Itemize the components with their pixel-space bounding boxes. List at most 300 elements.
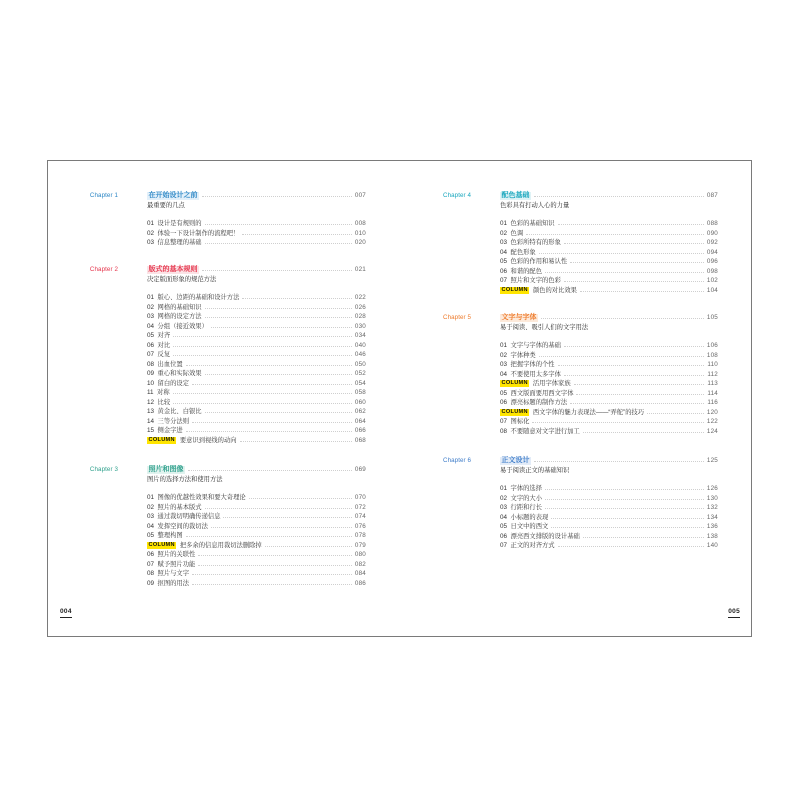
section-title: 网格的设定方法 [157,313,202,320]
section-title: 要意识到视线的动向 [179,436,237,444]
chapter-label: Chapter 2 [89,266,118,273]
section-page-number: 116 [707,399,718,406]
section-page-number: 132 [706,504,718,511]
chapter-entries [147,191,366,248]
chapter-subtitle: 决定版面形象的规范方法 [147,275,217,283]
section-title: 正文的对齐方式 [510,542,555,549]
section-entry [500,532,718,542]
section-entry [500,417,718,427]
chapter-entries [147,265,366,445]
section-number: 06 [147,551,155,558]
section-entry [147,360,366,370]
section-entry [500,360,718,370]
leader-dots [186,536,352,537]
section-page-number: 112 [707,370,718,378]
chapter-entries [147,465,366,588]
section-page-number: 102 [706,277,718,284]
leader-dots [545,272,704,273]
leader-dots [192,384,352,385]
section-page-number: 030 [354,322,366,330]
section-number: 01 [147,494,155,501]
section-entry [147,407,366,417]
section-entry [147,531,366,541]
section-number: 09 [147,579,155,587]
section-title: 色彩的作用和易认性 [510,258,568,265]
section-page-number: 078 [354,532,366,539]
section-title: 网格的基础知识 [157,303,202,311]
chapter-title: 版式的基本规则 [148,265,198,273]
section-title: 对比 [157,341,171,349]
section-entry [500,398,718,408]
section-page-number: 066 [354,427,366,434]
section-page-number: 130 [706,494,718,502]
section-number: 01 [500,485,508,492]
section-title: 图像的优越性效果和要大奇理论 [157,494,246,501]
section-number: 02 [500,229,508,237]
section-number: 08 [147,360,155,368]
section-number: 01 [147,294,155,301]
section-page-number: 108 [706,351,718,359]
leader-dots [173,393,352,394]
leader-dots [534,461,704,462]
chapter-subtitle: 易于阅读正文的基础知识 [500,466,570,474]
leader-dots [647,413,704,414]
section-number: 13 [147,408,155,415]
leader-dots [545,489,704,490]
leader-dots [539,253,704,254]
section-entry [147,369,366,379]
section-entry [147,417,366,427]
column-entry [500,286,718,296]
section-entry [500,494,718,504]
section-entry [500,267,718,277]
leader-dots [202,270,352,271]
section-page-number: 088 [706,220,718,227]
section-number: 03 [147,313,155,320]
leader-dots [570,262,704,263]
section-entry [500,484,718,494]
leader-dots [173,403,352,404]
section-entry [147,312,366,322]
section-number: 06 [500,532,508,540]
section-title: 把多余的信息用裁切法删除掉 [179,541,262,549]
leader-dots [551,527,704,528]
section-title: 比较 [157,398,171,406]
chapter-heading [500,191,718,201]
chapter-title: 文字与字体 [501,313,537,321]
chapter-subtitle: 色彩具有打动人心的力量 [500,201,570,209]
section-page-number: 080 [354,551,366,558]
chapter-subtitle: 最重要的几点 [147,201,185,209]
leader-dots [539,356,704,357]
chapter-page-number: 125 [706,457,718,464]
section-title: 发挥空间的裁切法 [157,522,208,530]
leader-dots [205,374,352,375]
chapter-heading [147,265,366,275]
leader-dots [265,546,352,547]
section-page-number: 084 [354,570,366,577]
leader-dots [211,527,352,528]
section-list [500,219,718,295]
leader-dots [202,196,352,197]
section-title: 小标题的表现 [510,513,549,521]
section-page-number: 058 [354,389,366,396]
section-number: 04 [147,322,155,330]
section-title: 版心、边距的基础和设计方法 [157,294,240,301]
leader-dots [545,508,704,509]
section-title: 对称 [157,389,170,396]
chapter-heading [500,313,718,323]
leader-dots [205,243,352,244]
section-number: 03 [147,513,155,520]
section-title: 三等分法则 [157,417,189,425]
leader-dots [211,327,352,328]
section-title: 重心和实际效果 [157,370,202,377]
section-number: 03 [500,504,508,511]
leader-dots [205,308,352,309]
chapter-heading [147,191,366,201]
section-entry [147,331,366,341]
section-page-number: 026 [354,303,366,311]
section-number: 14 [147,417,155,425]
section-page-number: 098 [706,267,718,275]
section-page-number: 034 [354,332,366,339]
chapter-entries [500,456,718,551]
section-entry [147,493,366,503]
section-entry [147,560,366,570]
section-entry [500,503,718,513]
chapter-subtitle: 图片的选择方法和使用方法 [147,475,223,483]
right-page [400,160,752,637]
section-number: 03 [500,239,508,246]
section-number: 11 [147,389,154,396]
section-title: 色彩的基础知识 [510,220,555,227]
section-title: 照片和文字的色彩 [510,277,561,284]
section-number: 03 [500,361,508,368]
section-title: 反复 [157,351,171,358]
section-entry [500,219,718,229]
section-title: 留白的设定 [157,379,189,387]
chapter-label: Chapter 1 [89,192,118,199]
section-entry [147,293,366,303]
section-page-number: 126 [706,485,718,492]
section-page-number: 008 [354,220,366,227]
section-entry [500,229,718,239]
section-number: 05 [500,523,508,530]
section-page-number: 074 [354,513,366,520]
leader-dots [558,224,704,225]
leader-dots [173,346,352,347]
section-entry [500,341,718,351]
section-page-number: 124 [706,427,718,435]
section-number: 01 [147,220,155,227]
section-page-number: 046 [354,351,366,358]
section-title: 颜色的对比效果 [532,286,577,294]
section-entry [500,351,718,361]
leader-dots [532,422,703,423]
leader-dots [576,394,704,395]
chapter-heading [147,465,366,475]
leader-dots [574,384,705,385]
section-title: 色彩所特有的形象 [510,239,561,246]
section-page-number: 022 [354,294,366,301]
section-entry [147,379,366,389]
section-title: 出血位置 [157,360,183,368]
section-page-number: 052 [354,370,366,377]
chapter-entries [500,191,718,295]
section-entry [500,248,718,258]
leader-dots [188,470,352,471]
section-number: 09 [147,370,155,377]
section-number: 07 [147,560,155,568]
section-entry [147,238,366,248]
section-entry [147,303,366,313]
section-list [500,341,718,436]
section-number: 15 [147,427,155,434]
section-page-number: 068 [354,436,366,444]
section-title: 分组（接近效果） [157,322,208,330]
section-page-number: 062 [354,408,366,415]
section-title: 活用字体家族 [532,380,571,387]
section-page-number: 086 [354,579,366,587]
section-number: 03 [147,239,155,246]
section-title: 图标化 [510,418,530,425]
column-badge: COLUMN [501,380,528,387]
section-page-number: 096 [706,258,718,265]
section-title: 不要使用太多字体 [510,370,561,378]
section-entry [500,238,718,248]
section-entry [147,219,366,229]
leader-dots [545,499,704,500]
section-page-number: 054 [354,379,366,387]
section-title: 和谐的配色 [510,267,542,275]
leader-dots [583,432,704,433]
section-title: 文字的大小 [510,494,542,502]
section-page-number: 104 [706,286,718,294]
section-title: 照片与文字 [157,570,189,577]
column-entry [500,379,718,389]
chapter-page-number: 105 [706,314,718,321]
section-number: 05 [500,258,508,265]
chapter-title: 照片和图像 [148,465,184,473]
section-list [147,493,366,588]
leader-dots [551,518,704,519]
section-number: 06 [147,341,155,349]
section-title: 体验一下设计制作的流程吧！ [157,229,240,237]
section-number: 08 [147,570,155,577]
chapter-label: Chapter 3 [89,466,118,473]
leader-dots [186,365,352,366]
section-page-number: 020 [354,239,366,246]
section-number: 06 [500,267,508,275]
leader-dots [186,431,352,432]
section-number: 04 [500,513,508,521]
section-number: 01 [500,220,508,227]
chapter-page-number: 087 [706,192,718,199]
section-title: 照片的基本版式 [157,503,202,511]
leader-dots [192,584,352,585]
section-page-number: 120 [706,408,718,416]
section-entry [147,350,366,360]
chapter-page-number: 021 [354,266,366,273]
leader-dots [558,546,704,547]
section-page-number: 113 [707,380,718,387]
section-number: 07 [500,277,508,284]
leader-dots [526,234,704,235]
section-number: 05 [500,389,508,397]
section-entry [147,398,366,408]
section-page-number: 114 [707,389,718,397]
section-entry [147,341,366,351]
section-number: 05 [147,532,155,539]
section-title: 把握字体的个性 [510,361,555,368]
section-page-number: 070 [354,494,366,501]
section-entry [147,550,366,560]
leader-dots [534,196,704,197]
section-title: 漂亮标题的制作方法 [510,399,568,406]
left-page [47,160,400,637]
leader-dots [249,498,352,499]
section-entry [147,322,366,332]
section-entry [147,512,366,522]
leader-dots [205,508,352,509]
chapter-entries [500,313,718,436]
leader-dots [173,355,352,356]
chapter-label: Chapter 4 [443,192,472,199]
section-title: 配色形象 [510,248,536,256]
section-title: 不要随意对文字进行加工 [510,427,580,435]
section-page-number: 106 [706,342,718,349]
chapter-label: Chapter 5 [443,314,472,321]
section-entry [147,388,366,398]
column-entry [500,408,718,418]
chapter-page-number: 069 [354,466,366,473]
column-badge: COLUMN [148,436,175,443]
section-title: 字体种类 [510,351,536,359]
section-number: 10 [147,379,155,387]
leader-dots [205,412,352,413]
leader-dots [223,517,351,518]
section-title: 日文中的西文 [510,523,549,530]
leader-dots [541,318,704,319]
section-title: 文字与字体的基础 [510,342,561,349]
section-number: 07 [500,418,508,425]
section-page-number: 122 [706,418,718,425]
section-list [147,219,366,248]
section-page-number: 136 [706,523,718,530]
section-page-number: 094 [706,248,718,256]
section-page-number: 040 [354,341,366,349]
section-entry [500,257,718,267]
section-number: 07 [500,542,508,549]
section-title: 西文字体的魅力表现法——“弄舵”的技巧 [532,408,645,416]
leader-dots [205,317,352,318]
column-badge: COLUMN [501,408,528,415]
section-number: 02 [147,229,155,237]
section-entry [500,513,718,523]
section-title: 整理构图 [157,532,183,539]
leader-dots [198,555,352,556]
section-number: 02 [147,503,155,511]
section-number: 05 [147,332,155,339]
section-entry [147,503,366,513]
section-list [500,484,718,551]
section-number: 04 [500,370,508,378]
leader-dots [580,291,704,292]
left-page-number: 004 [60,608,72,618]
chapter-title: 在开始设计之前 [148,191,198,199]
section-number: 01 [500,342,508,349]
section-page-number: 060 [354,398,366,406]
section-page-number: 028 [354,313,366,320]
section-list [147,293,366,445]
section-title: 西文版面要用西文字体 [510,389,574,397]
section-page-number: 010 [354,229,366,237]
section-title: 设计是有规则的 [157,220,202,227]
section-entry [500,370,718,380]
section-page-number: 050 [354,360,366,368]
leader-dots [564,243,704,244]
leader-dots [192,422,352,423]
section-title: 照片的关联性 [157,551,196,558]
section-entry [147,522,366,532]
section-page-number: 079 [354,541,366,549]
section-title: 黄金比、白银比 [157,408,202,415]
section-entry [500,276,718,286]
section-title: 行距和行长 [510,504,542,511]
section-title: 字体的选择 [510,485,542,492]
section-number: 02 [500,494,508,502]
section-page-number: 064 [354,417,366,425]
section-entry [147,426,366,436]
section-title: 漂亮西文排版的设计基础 [510,532,580,540]
section-page-number: 090 [706,229,718,237]
chapter-title: 配色基础 [501,191,530,199]
section-page-number: 138 [706,532,718,540]
section-entry [147,569,366,579]
section-page-number: 082 [354,560,366,568]
section-page-number: 140 [706,542,718,549]
section-page-number: 092 [706,239,718,246]
section-entry [500,522,718,532]
section-page-number: 110 [707,361,718,368]
section-page-number: 072 [354,503,366,511]
section-entry [500,389,718,399]
leader-dots [242,234,352,235]
leader-dots [570,403,704,404]
section-title: 侧金字进 [157,427,183,434]
leader-dots [242,298,352,299]
leader-dots [240,441,352,442]
chapter-title: 正文设计 [501,456,530,464]
column-entry [147,541,366,551]
section-entry [147,229,366,239]
column-badge: COLUMN [148,541,175,548]
section-title: 信息整理的基础 [157,239,202,246]
chapter-heading [500,456,718,466]
section-number: 02 [147,303,155,311]
chapter-page-number: 007 [354,192,366,199]
leader-dots [173,336,352,337]
section-title: 对齐 [157,332,171,339]
section-number: 07 [147,351,155,358]
section-page-number: 134 [706,513,718,521]
leader-dots [205,224,352,225]
chapter-subtitle: 易于阅读、吸引人们的文字用法 [500,323,589,331]
section-number: 12 [147,398,155,406]
section-number: 06 [500,399,508,406]
right-page-number: 005 [728,608,740,618]
